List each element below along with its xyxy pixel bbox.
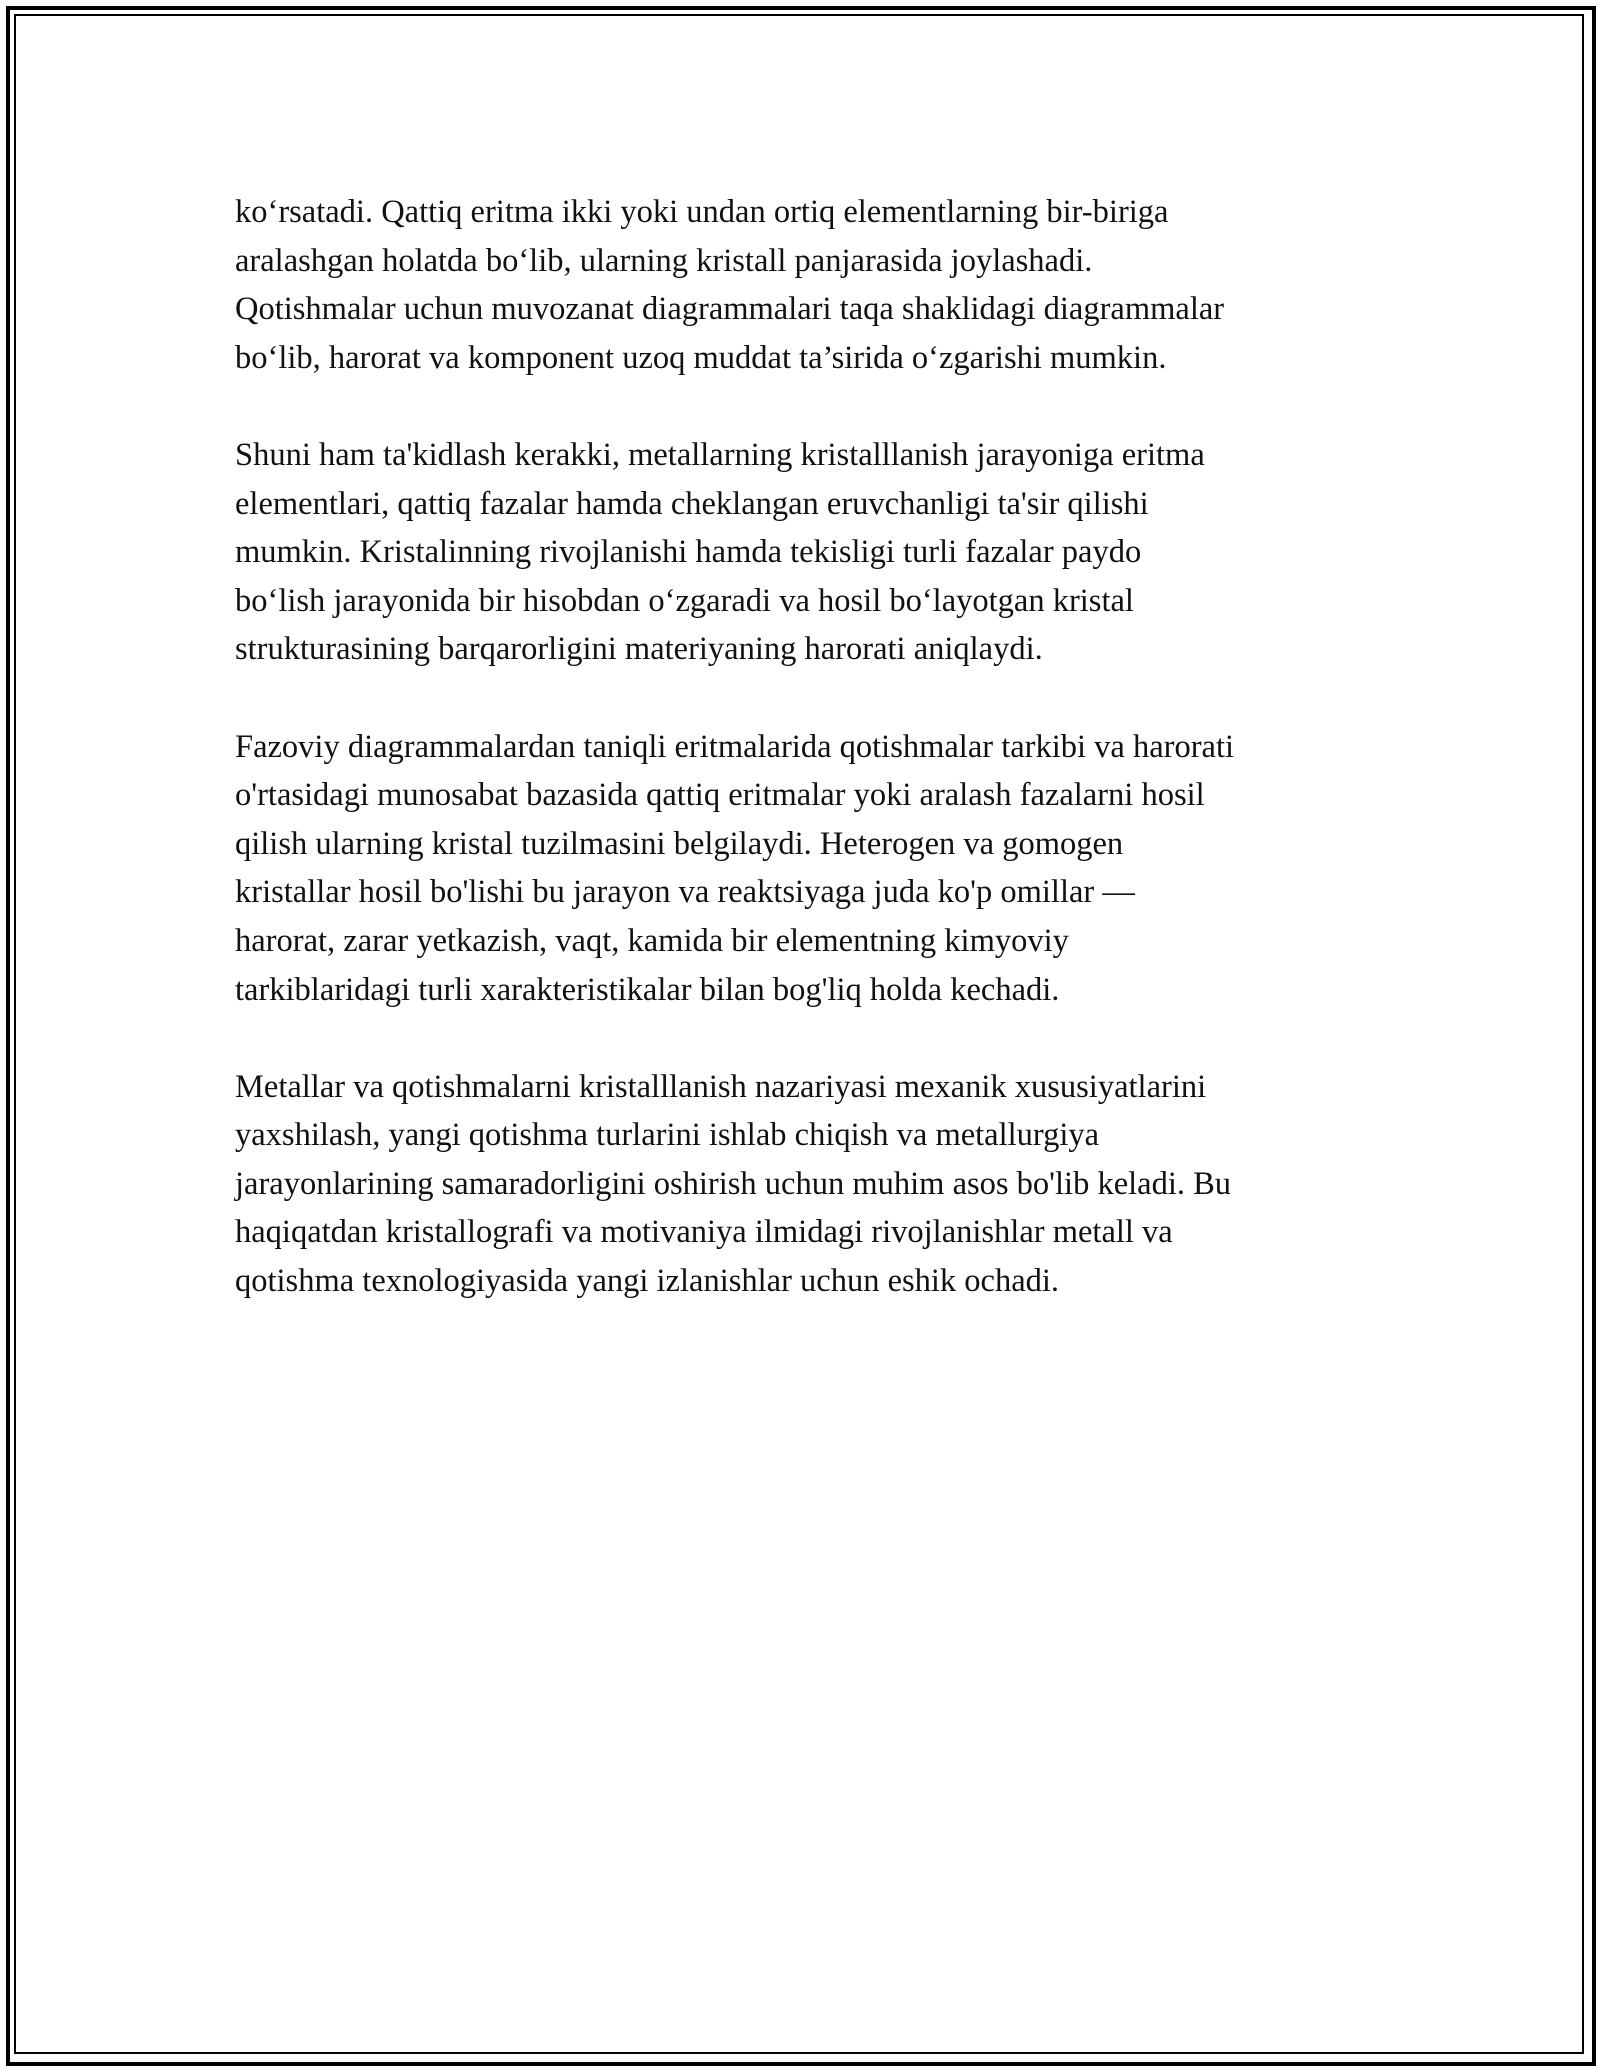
text-line: bo‘lish jarayonida bir hisobdan o‘zgaradi va hosil bo‘layotgan kristal	[235, 582, 1134, 619]
text-line: harorat, zarar yetkazish, vaqt, kamida bir elementning kimyoviy	[235, 922, 1069, 959]
paragraph	[235, 1063, 1385, 1306]
text-line: aralashgan holatda bo‘lib, ularning kristall panjarasida joylashadi.	[235, 242, 1093, 279]
text-line: Fazoviy diagrammalardan taniqli eritmalarida qotishmalar tarkibi va harorati	[235, 728, 1235, 765]
paragraph	[235, 431, 1385, 674]
text-line: ko‘rsatadi. Qattiq eritma ikki yoki undan ortiq elementlarning bir-biriga	[235, 194, 1169, 230]
text-line: Shuni ham ta'kidlash kerakki, metallarning kristalllanish jarayoniga eritma	[235, 436, 1205, 473]
text-line: haqiqatdan kristallografi va motivaniya ilmidagi rivojlanishlar metall va	[235, 1214, 1173, 1251]
text-line: strukturasining barqarorligini materiyaning harorati aniqlaydi.	[235, 631, 1043, 668]
text-line: Metallar va qotishmalarni kristalllanish nazariyasi mexanik xususiyatlarini	[235, 1068, 1207, 1105]
text-line: qilish ularning kristal tuzilmasini belgilaydi. Heterogen va gomogen	[235, 825, 1124, 862]
paragraph	[235, 723, 1385, 1015]
text-line: Qotishmalar uchun muvozanat diagrammalari taqa shaklidagi diagrammalar	[235, 291, 1225, 328]
text-line: yaxshilash, yangi qotishma turlarini ishlab chiqish va metallurgiya	[235, 1117, 1100, 1154]
text-line: o'rtasidagi munosabat bazasida qattiq eritmalar yoki aralash fazalarni hosil	[235, 777, 1205, 814]
text-line: jarayonlarining samaradorligini oshirish uchun muhim asos bo'lib keladi. Bu	[235, 1165, 1232, 1202]
text-line: bo‘lib, harorat va komponent uzoq muddat ta’sirida o‘zgarishi mumkin.	[235, 339, 1167, 376]
text-line: qotishma texnologiyasida yangi izlanishlar uchun eshik ochadi.	[235, 1263, 1060, 1300]
text-line: mumkin. Kristalinning rivojlanishi hamda tekisligi turli fazalar paydo	[235, 534, 1142, 571]
paragraph	[235, 188, 1385, 382]
text-line: kristallar hosil bo'lishi bu jarayon va reaktsiyaga juda ko'p omillar —	[235, 874, 1135, 911]
text-line: tarkiblaridagi turli xarakteristikalar bilan bog'liq holda kechadi.	[235, 971, 1060, 1008]
text-line: elementlari, qattiq fazalar hamda cheklangan eruvchanligi ta'sir qilishi	[235, 485, 1149, 522]
document-body	[235, 188, 1385, 1354]
